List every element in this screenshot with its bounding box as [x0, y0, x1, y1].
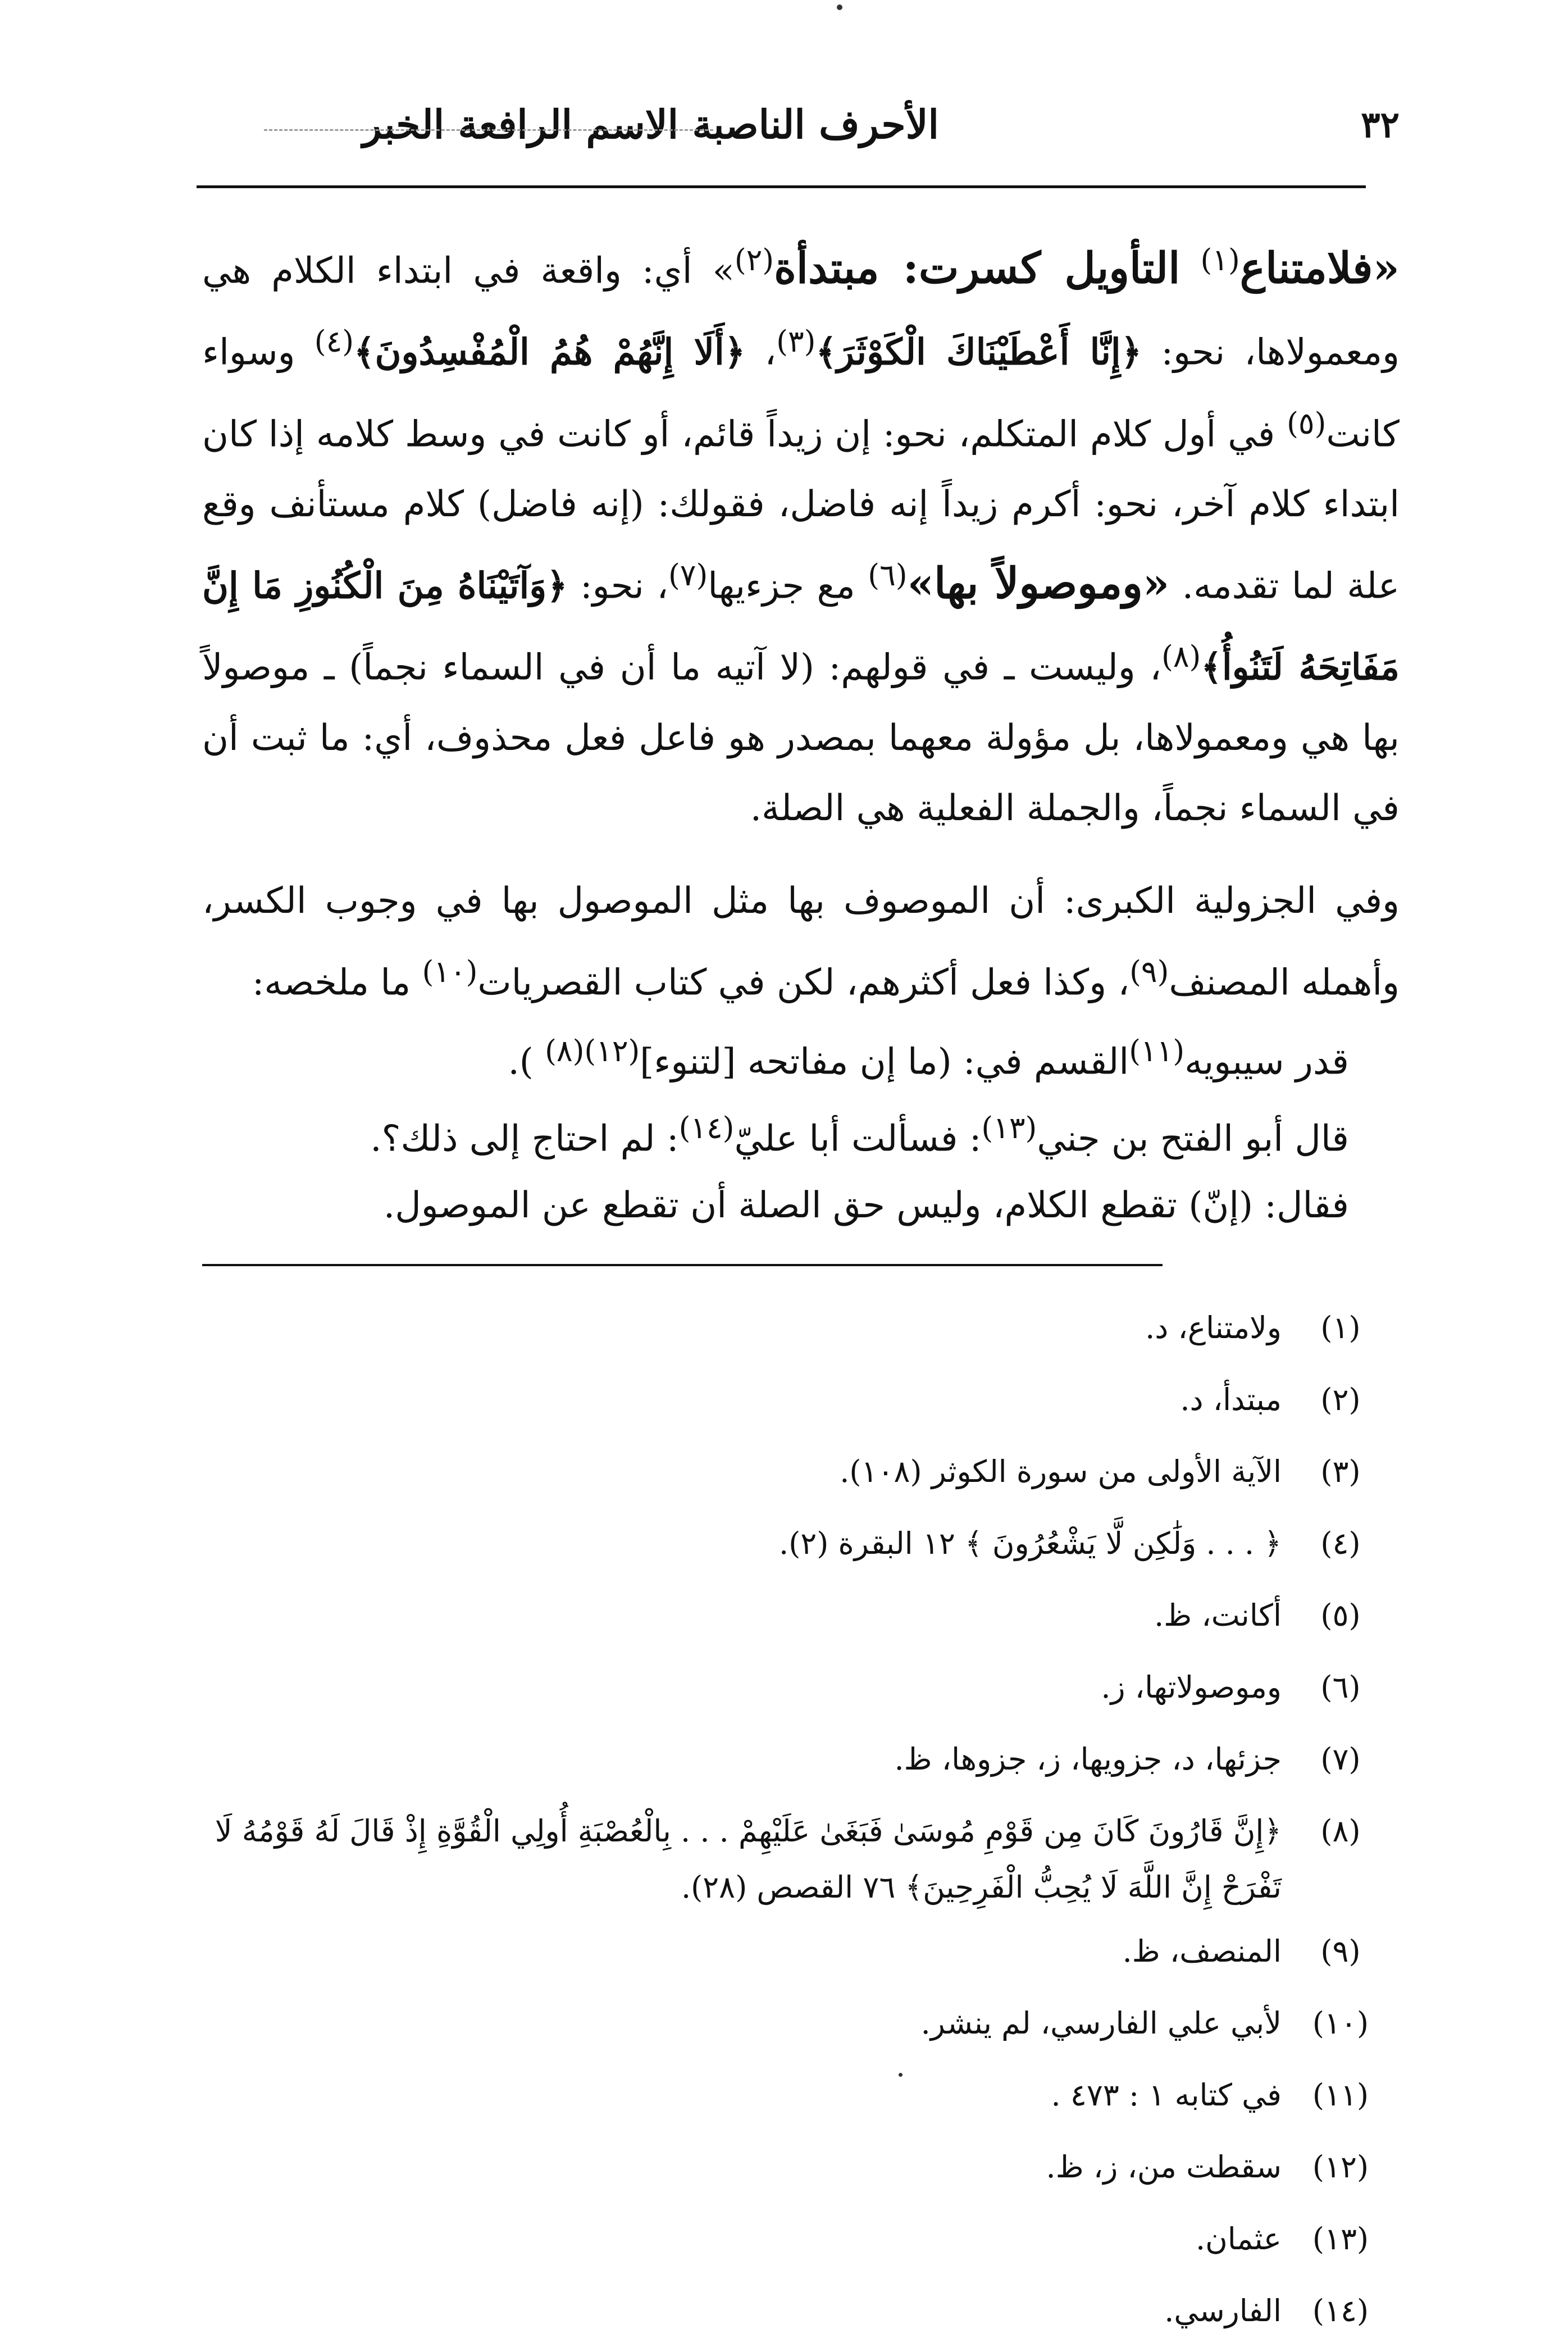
- header-dash-line: [264, 129, 713, 131]
- footnote-marker: (١٤): [678, 1110, 735, 1146]
- text-run: قال أبو الفتح بن جني: [1037, 1118, 1349, 1160]
- text-run: : فسألت أبا عليّ: [734, 1118, 982, 1160]
- footnote-number: (١١): [1312, 2077, 1369, 2113]
- footnote-number: (١): [1320, 1310, 1361, 1345]
- text-run: في أول كلام المتكلم، نحو: إن زيداً قائم، أو كانت في وسط كلامه إذا كان ابتداء كلام آخر، نحو: أكرم زيداً إنه فاضل، فقولك: (إنه فاضل) كلام مستأنف وقع علة لما تقدمه.: [202, 413, 1400, 607]
- footnote-marker: (٦): [868, 557, 908, 593]
- footnote-13: [202, 2203, 1400, 2275]
- quote-line-1: [202, 1018, 1349, 1095]
- text-run: مع جزءيها: [708, 565, 868, 607]
- header-rule: [197, 185, 1366, 188]
- page-number: ٣٢: [1361, 104, 1400, 146]
- text-run: ، نحو:: [567, 565, 668, 607]
- footnote-text: لأبي علي الفارسي، لم ينشر.: [920, 2005, 1282, 2041]
- footnote-number: (٥): [1320, 1598, 1361, 1633]
- footnote-marker: (١١): [1129, 1033, 1185, 1068]
- footnote-text: المنصف، ظ.: [1122, 1934, 1282, 1969]
- text-run: » أي: واقعة في ابتداء الكلام هي ومعمولاها، نحو:: [202, 250, 1400, 374]
- footnote-marker: (٢): [734, 242, 774, 278]
- footnote-12: [202, 2131, 1400, 2203]
- footnote-separator: [202, 1264, 1163, 1266]
- scan-speck: [837, 4, 842, 10]
- footnote-text: عثمان.: [1195, 2221, 1282, 2257]
- footnote-10: [202, 1987, 1400, 2059]
- footnote-number: (٨): [1320, 1813, 1361, 1849]
- footnote-number: (١٤): [1312, 2293, 1369, 2328]
- footnote-text: أكانت، ظ.: [1154, 1598, 1282, 1633]
- main-text: [202, 225, 1400, 1239]
- footnote-text: سقطت من، ز، ظ.: [1046, 2149, 1282, 2185]
- footnote-4: [202, 1508, 1400, 1580]
- footnote-text: في كتابه ١ : ٤٧٣ .: [1051, 2077, 1282, 2113]
- footnote-text: جزئها، د، جزويها، ز، جزوها، ظ.: [894, 1741, 1282, 1777]
- footnote-number: (٩): [1320, 1934, 1361, 1969]
- footnote-14: [202, 2275, 1400, 2347]
- text-run: ).: [508, 1041, 545, 1083]
- scan-speck: [899, 2073, 902, 2077]
- footnote-marker: (٥): [1287, 405, 1327, 441]
- footnote-number: (٤): [1320, 1526, 1361, 1561]
- text-run: فقال: (إنّ) تقطع الكلام، وليس حق الصلة أن تقطع عن الموصول.: [383, 1184, 1349, 1226]
- footnote-number: (٢): [1320, 1382, 1361, 1417]
- footnote-marker: (١٢): [584, 1033, 640, 1068]
- text-run: وسواء كانت: [202, 331, 1400, 455]
- text-run: وفي الجزولية الكبرى: أن الموصوف بها مثل الموصول بها في وجوب الكسر، وأهمله المصنف: [202, 880, 1400, 1003]
- text-run: «فلامتناع: [1239, 243, 1400, 293]
- page-header: [197, 84, 1400, 169]
- running-title: الأحرف الناصبة الاسم الرافعة الخبر: [362, 101, 939, 148]
- footnote-2: [202, 1364, 1400, 1436]
- footnote-text: ولامتناع، د.: [1145, 1310, 1282, 1345]
- footnote-marker: (٩): [1129, 953, 1169, 989]
- footnote-number: (٧): [1320, 1741, 1361, 1777]
- quran-quote: ﴿أَلَا إِنَّهُمْ هُمُ الْمُفْسِدُونَ﴾: [354, 331, 746, 374]
- footnote-3: [202, 1436, 1400, 1508]
- text-run: : لم احتاج إلى ذلك؟.: [370, 1118, 679, 1160]
- text-run: ، وكذا فعل أكثرهم، لكن في كتاب القصريات: [477, 961, 1130, 1003]
- text-run: «وموصولاً بها»: [907, 558, 1170, 608]
- footnote-text: وموصولاتها، ز.: [1101, 1670, 1282, 1705]
- paragraph-2: [202, 866, 1400, 1018]
- footnote-11: [202, 2059, 1400, 2131]
- text-run: ما ملخصه:: [252, 961, 422, 1003]
- text-run: ، وليست ـ في قولهم: (لا آتيه ما أن في السماء نجماً) ـ موصولاً بها هي ومعمولاها، بل مؤولة معهما بمصدر هو فاعل فعل محذوف، أي: ما ثبت أن في السماء نجماً، والجملة الفعلية هي الصلة.: [202, 647, 1400, 829]
- footnote-7: [202, 1723, 1400, 1795]
- footnote-text: ﴿ . . . وَلَٰكِن لَّا يَشْعُرُونَ ﴾ ١٢ البقرة (٢).: [779, 1526, 1282, 1561]
- quran-quote: ﴿وَآتَيْنَاهُ مِنَ الْكُنُوزِ مَا إِنَّ مَفَاتِحَهُ لَتَنُوأُ﴾: [202, 565, 1400, 689]
- footnote-number: (١٣): [1312, 2221, 1369, 2257]
- footnote-marker: (١): [1200, 242, 1240, 278]
- footnote-marker: (٣): [776, 324, 816, 360]
- footnote-text: ﴿إِنَّ قَارُونَ كَانَ مِن قَوْمِ مُوسَىٰ فَبَغَىٰ عَلَيْهِمْ . . . بِالْعُصْبَةِ أُولِي الْقُوَّةِ إِذْ قَالَ لَهُ قَوْمُهُ لَا تَفْرَحْ إِنَّ اللَّهَ لَا يُحِبُّ الْفَرِحِينَ﴾ ٧٦ القصص (٢٨).: [215, 1813, 1282, 1905]
- quran-quote: ﴿إِنَّا أَعْطَيْنَاكَ الْكَوْثَرَ﴾: [815, 331, 1142, 374]
- footnote-number: (١٢): [1312, 2149, 1369, 2185]
- text-run: التأويل كسرت: مبتدأة: [774, 243, 1180, 293]
- footnote-marker: (٧): [668, 557, 708, 593]
- footnote-text: مبتدأ، د.: [1180, 1382, 1282, 1417]
- footnote-number: (٣): [1320, 1454, 1361, 1489]
- footnote-8: [202, 1795, 1400, 1916]
- footnote-text: الفارسي.: [1164, 2293, 1282, 2328]
- text-run: ،: [745, 331, 777, 374]
- footnote-number: (١٠): [1312, 2005, 1369, 2041]
- footnote-marker: (٨): [1161, 639, 1201, 675]
- footnote-6: [202, 1652, 1400, 1723]
- text-run: قدر سيبويه: [1184, 1041, 1349, 1083]
- footnote-text: الآية الأولى من سورة الكوثر (١٠٨).: [840, 1454, 1282, 1489]
- footnote-5: [202, 1580, 1400, 1652]
- footnotes: [202, 1292, 1400, 2347]
- footnote-marker: (١٣): [981, 1110, 1037, 1146]
- footnote-marker: (٨): [545, 1033, 585, 1068]
- footnote-number: (٦): [1320, 1670, 1361, 1705]
- text-run: القسم في: (ما إن مفاتحه [لتنوء]: [640, 1041, 1129, 1083]
- quote-line-2: [202, 1095, 1349, 1172]
- footnote-1: [202, 1292, 1400, 1364]
- quote-line-3: [202, 1172, 1349, 1239]
- footnote-9: [202, 1916, 1400, 1987]
- paragraph-1: [202, 225, 1400, 844]
- footnote-marker: (٤): [314, 324, 354, 360]
- footnote-marker: (١٠): [422, 953, 478, 989]
